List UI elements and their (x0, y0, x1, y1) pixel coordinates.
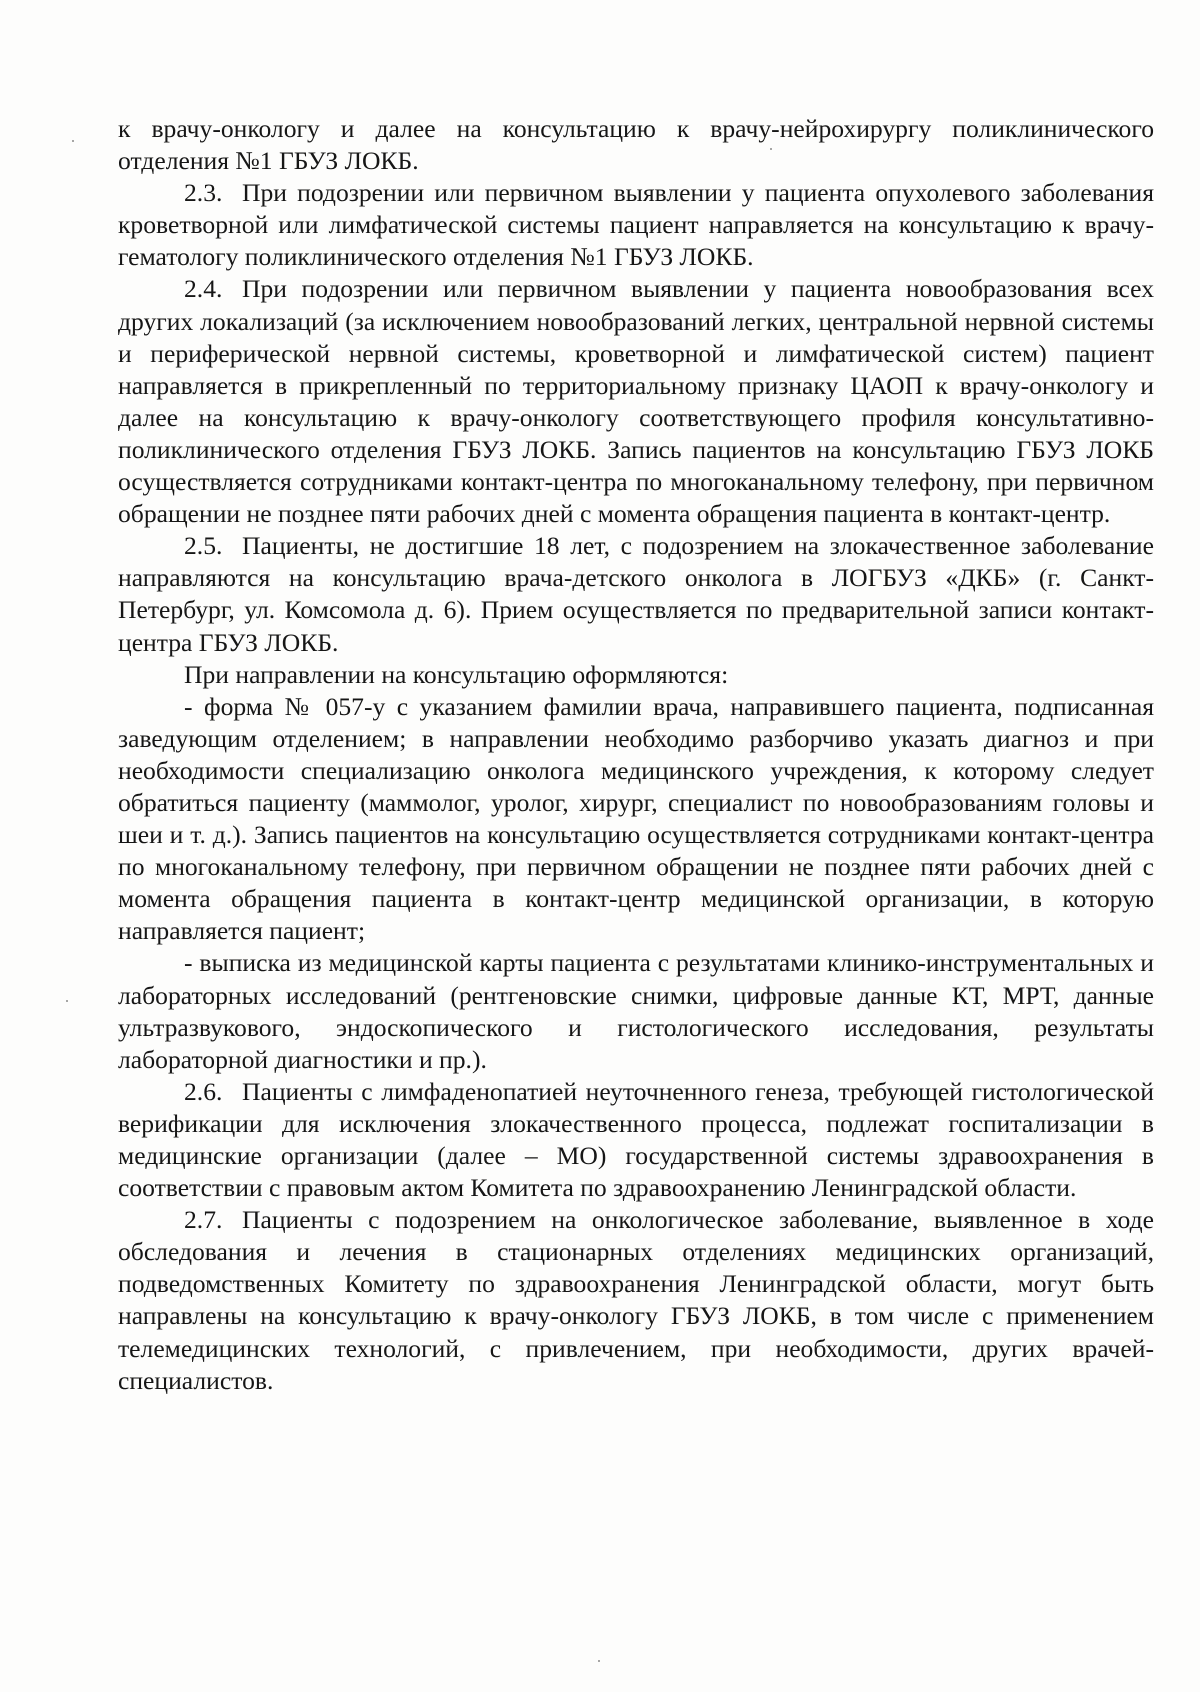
paragraph-form-057 (118, 691, 1154, 948)
paragraph-text: Пациенты, не достигшие 18 лет, с подозрением на злокачественное заболевание направляются на консультацию врача-детского онколога в ЛОГБУЗ «ДКБ» (г. Санкт-Петербург, ул. Комсомола д. 6). Прием осуществляется по предварительной записи контакт-центра ГБУЗ ЛОКБ. (118, 531, 1154, 657)
paragraph-referral-intro (118, 659, 1154, 691)
paragraph-2-6 (118, 1076, 1154, 1204)
paragraph-continuation (118, 113, 1154, 177)
paragraph-text: При подозрении или первичном выявлении у пациента новообразования всех других локализаций (за исключением новообразований легких, центральной нервной системы и периферической нервной системы, кроветворной и лимфатической систем) пациент направляется в прикрепленный по территориальному признаку ЦАОП к врачу-онкологу и далее на консультацию к врачу-онкологу соответствующего профиля консультативно-поликлинического отделения ГБУЗ ЛОКБ. Запись пациентов на консультацию ГБУЗ ЛОКБ осуществляется сотрудниками контакт-центра по многоканальному телефону, при первичном обращении не позднее пяти рабочих дней с момента обращения пациента в контакт-центр. (118, 274, 1154, 529)
paragraph-2-7 (118, 1204, 1154, 1397)
paragraph-text: При подозрении или первичном выявлении у пациента опухолевого заболевания кроветворной или лимфатической системы пациент направляется на консультацию к врачу-гематологу поликлинического отделения №1 ГБУЗ ЛОКБ. (118, 178, 1154, 272)
paragraph-text: Пациенты с подозрением на онкологическое заболевание, выявленное в ходе обследования и лечения в стационарных отделениях медицинских организаций, подведомственных Комитету по здравоохранения Ленинградской области, могут быть направлены на консультацию к врачу-онкологу ГБУЗ ЛОКБ, в том числе с применением телемедицинских технологий, с привлечением, при необходимости, других врачей-специалистов. (118, 1205, 1154, 1395)
document-body (118, 113, 1154, 1397)
scan-speck (598, 1660, 600, 1662)
scan-speck (66, 1000, 68, 1002)
paragraph-2-3 (118, 177, 1154, 273)
paragraph-number: 2.7. (184, 1205, 223, 1235)
paragraph-number: 2.3. (184, 178, 223, 208)
paragraph-text: к врачу-онкологу и далее на консультацию к врачу-нейрохирургу поликлинического отделения №1 ГБУЗ ЛОКБ. (118, 114, 1154, 176)
paragraph-text: - форма № 057-у с указанием фамилии врача, направившего пациента, подписанная заведующим отделением; в направлении необходимо разборчиво указать диагноз и при необходимости специализацию онколога медицинского учреждения, к которому следует обратиться пациенту (маммолог, уролог, хирург, специалист по новообразованиям головы и шеи и т. д.). Запись пациентов на консультацию осуществляется сотрудниками контакт-центра по многоканальному телефону, при первичном обращении не позднее пяти рабочих дней с момента обращения пациента в контакт-центр медицинской организации, в которую направляется пациент; (118, 691, 1154, 946)
paragraph-text: Пациенты с лимфаденопатией неуточненного генеза, требующей гистологической верификации для исключения злокачественного процесса, подлежат госпитализации в медицинские организации (далее – МО) государственной системы здравоохранения в соответствии с правовым актом Комитета по здравоохранению Ленинградской области. (118, 1076, 1154, 1203)
paragraph-2-4 (118, 273, 1154, 530)
scan-speck (72, 140, 74, 142)
paragraph-text: - выписка из медицинской карты пациента с результатами клинико-инструментальных и лабораторных исследований (рентгеновские снимки, цифровые данные КТ, МРТ, данные ультразвукового, эндоскопического и гистологического исследования, результаты лабораторной диагностики и пр.). (118, 948, 1154, 1074)
paragraph-number: 2.6. (184, 1076, 223, 1106)
scan-speck (770, 148, 772, 150)
paragraph-number: 2.4. (184, 274, 223, 304)
paragraph-medical-extract (118, 947, 1154, 1075)
paragraph-number: 2.5. (184, 531, 223, 561)
paragraph-text: При направлении на консультацию оформляются: (184, 659, 729, 689)
paragraph-2-5 (118, 530, 1154, 658)
